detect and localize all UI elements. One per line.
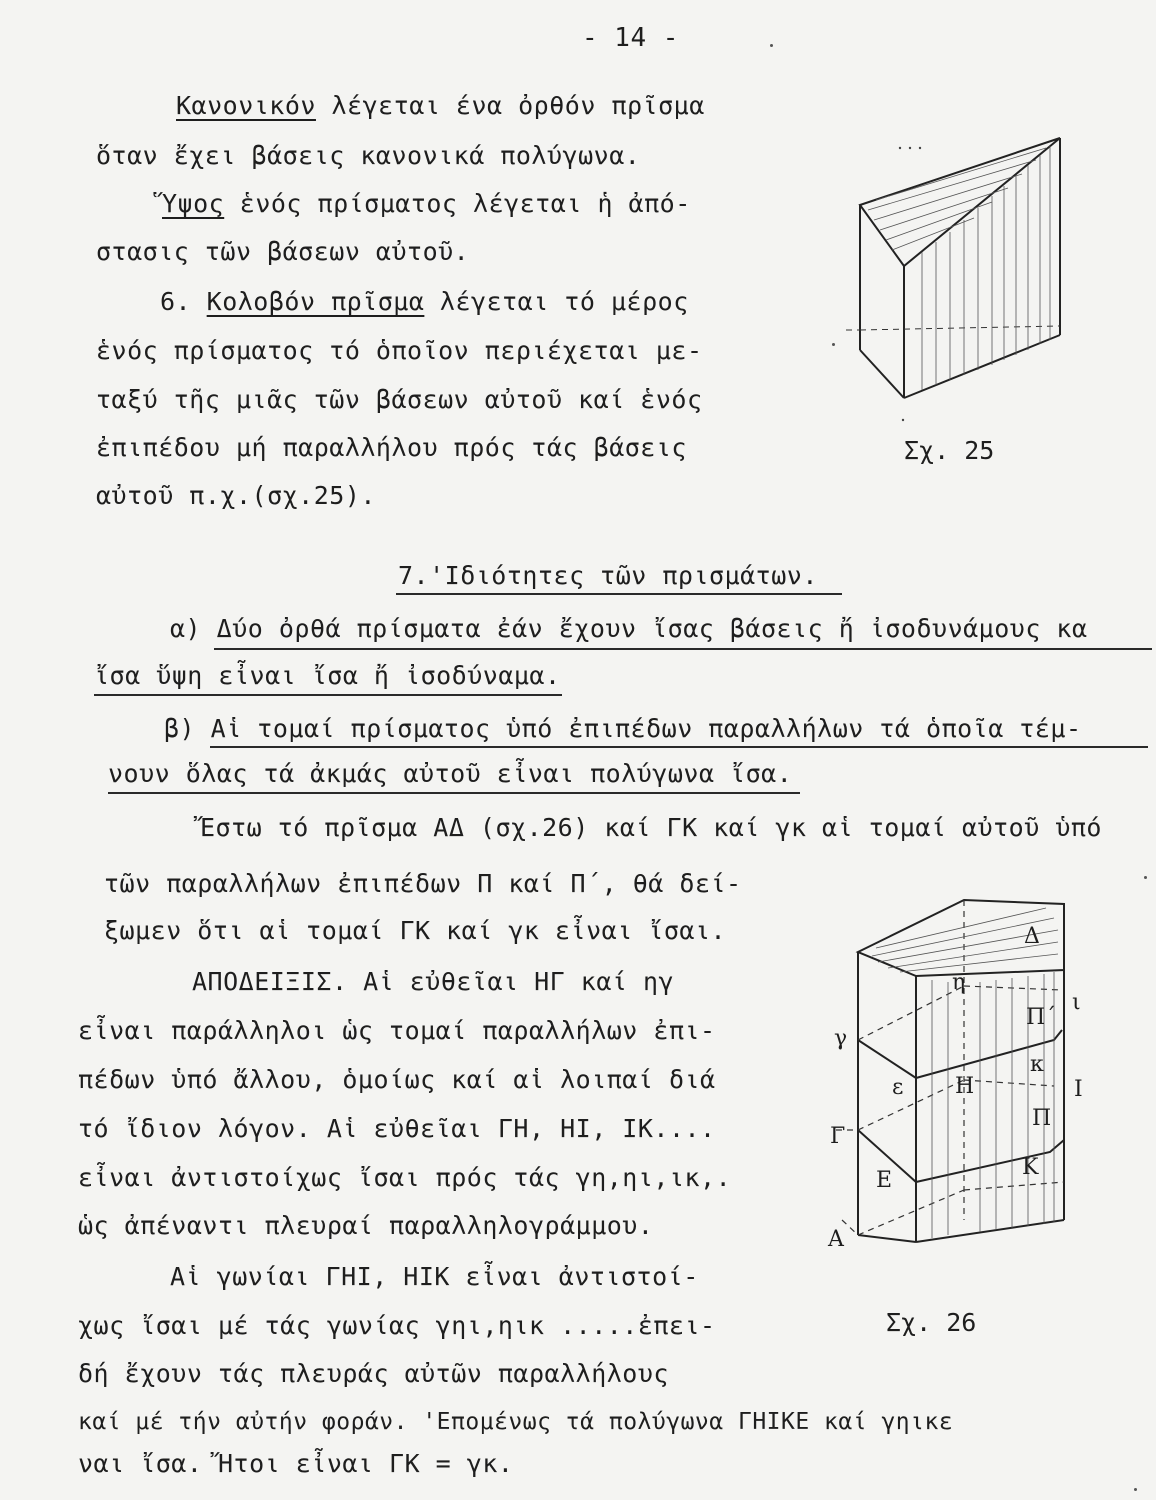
fig26-label-I: Ι	[1074, 1077, 1083, 1102]
fig26-label-E: Ε	[876, 1168, 893, 1193]
fig26-label-H: Η	[955, 1074, 975, 1099]
prop-a-line-1	[170, 613, 1088, 645]
p1-line-3	[162, 188, 691, 220]
p1-line-3-rest: ἑνός πρίσματος λέγεται ἡ ἀπό-	[224, 189, 691, 218]
p1-line-9: αὐτοῦ π.χ.(σχ.25).	[96, 481, 376, 510]
prop-b-text-1: Αἱ τομαί πρίσματος ὑπό ἐπιπέδων παραλλήλων τά ὁποῖα τέμ-	[210, 714, 1082, 743]
prop-a-marker: α)	[170, 614, 217, 643]
proof-line-13: καί μέ τήν αὐτήν φοράν. 'Επομένως τά πολύγωνα ΓΗΙΚΕ καί γηικε	[78, 1409, 954, 1435]
proof-line-11: χως ἴσαι μέ τάς γωνίας γηι,ηικ .....ἐπει-	[78, 1311, 716, 1340]
prop-a-underline-2	[94, 694, 562, 696]
section-title-underline	[396, 593, 842, 595]
p1-line-1-rest: λέγεται ένα ὀρθόν πρῖσμα	[315, 91, 705, 120]
p1-line-2: ὅταν ἔχει βάσεις κανονικά πολύγωνα.	[96, 141, 641, 170]
proof-line-8: εἶναι ἀντιστοίχως ἴσαι πρός τάς γη,ηι,ικ,.	[78, 1163, 732, 1192]
term-kolovon-prisma: Κολοβόν πρῖσμα	[206, 287, 425, 316]
proof-line-5: εἶναι παράλληλοι ὡς τομαί παραλλήλων ἐπι-	[78, 1016, 716, 1045]
fig26-label-gamma: γ	[834, 1026, 848, 1051]
term-ypsos: Ὕψος	[162, 189, 225, 218]
fig26-label-K: Κ	[1022, 1155, 1039, 1180]
p1-line-4: στασις τῶν βάσεων αὐτοῦ.	[96, 237, 470, 266]
fig26-label-kappa: κ	[1030, 1052, 1044, 1077]
page-number: - 14 -	[582, 23, 679, 53]
p1-line-8: ἐπιπέδου μή παραλλήλου πρός τάς βάσεις	[96, 433, 687, 462]
proof-line-10: Αἱ γωνίαι ΓΗΙ, ΗΙΚ εἶναι ἀντιστοί-	[170, 1262, 699, 1291]
prop-b-line-2: νουν ὅλας τά ἀκμάς αὐτοῦ εἶναι πολύγωνα ἴσα.	[108, 759, 793, 788]
proof-line-2: τῶν παραλλήλων ἐπιπέδων Π καί Π΄, θά δεί-	[104, 869, 742, 898]
fig26-label-G: Γ	[830, 1124, 846, 1149]
p1-line-7: ταξύ τῆς μιᾶς τῶν βάσεων αὐτοῦ καί ἑνός	[96, 385, 703, 414]
prop-a-line-2: ἴσα ὕψη εἶναι ἴσα ἤ ἰσοδύναμα.	[94, 661, 561, 690]
fig26-label-A: Α	[828, 1227, 844, 1252]
scan-speck	[1134, 1488, 1137, 1491]
p1-line-5-rest: λέγεται τό μέρος	[424, 287, 689, 316]
figure-25-caption: Σχ. 25	[904, 436, 995, 465]
fig26-label-iota: ι	[1072, 990, 1081, 1015]
proof-line-6: πέδων ὑπό ἄλλου, ὁμοίως καί αἱ λοιπαί διά	[78, 1065, 716, 1094]
term-kanonikon: Κανονικόν	[176, 91, 316, 120]
p1-line-5	[160, 286, 689, 318]
prop-b-underline-1	[210, 746, 1148, 748]
fig26-label-Pi-prime: Π΄	[1026, 1005, 1057, 1030]
prop-a-underline-1	[214, 648, 1152, 650]
p1-line-1	[176, 90, 705, 122]
p1-line-6: ἑνός πρίσματος τό ὁποῖον περιέχεται με-	[96, 336, 703, 365]
scan-speck	[770, 44, 773, 47]
proof-line-9: ὡς ἀπέναντι πλευραί παραλληλογράμμου.	[78, 1211, 654, 1240]
proof-line-14: ναι ἴσα. Ἤτοι εἶναι ΓΚ = γκ.	[78, 1449, 514, 1478]
fig26-label-Pi: Π	[1032, 1106, 1052, 1131]
figure-25-prism	[846, 130, 1076, 430]
scan-speck	[1144, 876, 1147, 879]
item-number-6: 6.	[160, 287, 207, 316]
proof-line-3: ξωμεν ὅτι αἱ τομαί ΓΚ καί γκ εἶναι ἴσαι.	[104, 916, 727, 945]
prop-b-line-1	[164, 713, 1082, 745]
proof-line-4: ΑΠΟΔΕΙΞΙΣ. Αἱ εὐθεῖαι ΗΓ καί ηγ	[192, 967, 675, 996]
scan-speck	[832, 343, 835, 346]
proof-line-7: τό ἴδιον λόγον. Αἱ εὐθεῖαι ΓΗ, ΗΙ, ΙΚ....	[78, 1114, 716, 1143]
figure-26-caption: Σχ. 26	[886, 1308, 977, 1337]
prop-b-marker: β)	[164, 714, 211, 743]
fig26-label-epsilon: ε	[892, 1075, 904, 1100]
proof-line-1: Ἔστω τό πρῖσμα ΑΔ (σχ.26) καί ΓΚ καί γκ αἱ τομαί αὐτοῦ ὑπό	[200, 813, 1102, 842]
proof-line-12: δή ἔχουν τάς πλευράς αὐτῶν παραλλήλους	[78, 1359, 669, 1388]
fig26-label-eta: η	[952, 970, 966, 995]
section-title: 7.'Ιδιότητες τῶν πρισμάτων.	[398, 561, 818, 590]
fig26-label-D: Δ	[1024, 924, 1040, 949]
prop-a-text-1: Δύο ὀρθά πρίσματα ἐάν ἔχουν ἴσας βάσεις ἤ ἰσοδυνάμους κα	[216, 614, 1088, 643]
prop-b-underline-2	[108, 792, 800, 794]
